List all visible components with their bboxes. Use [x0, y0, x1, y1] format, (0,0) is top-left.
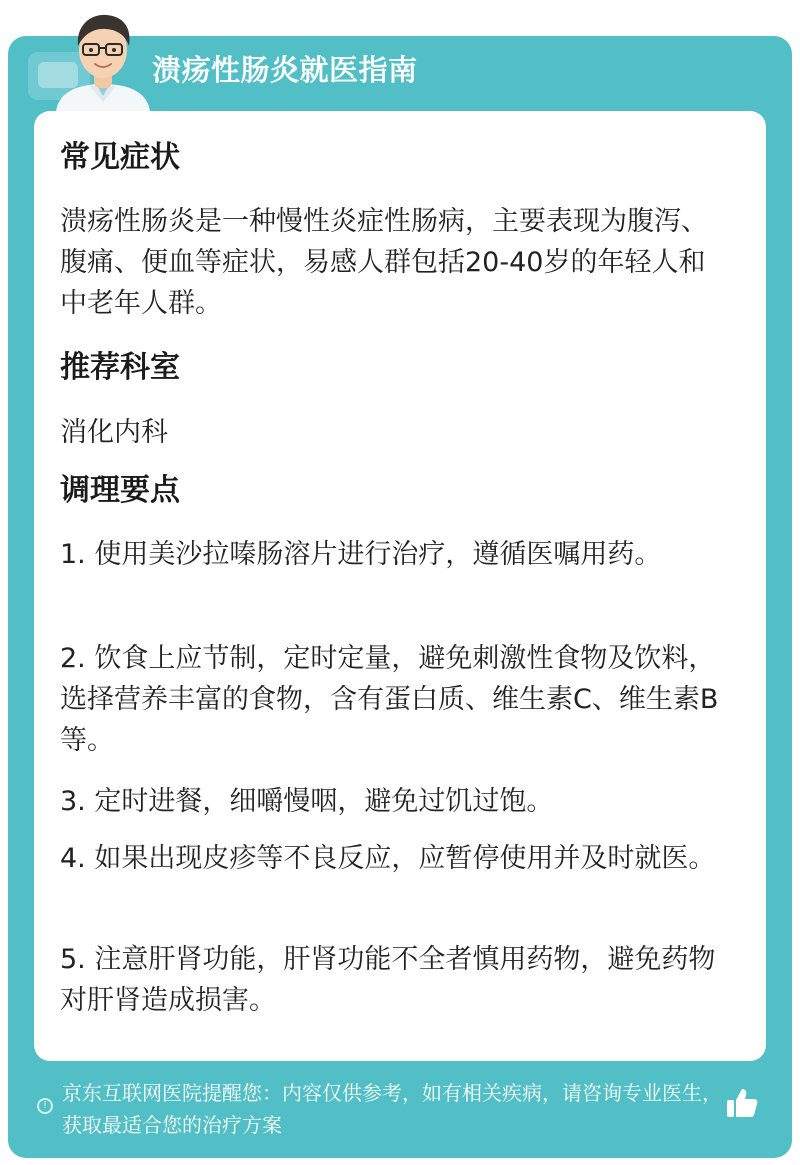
care-tip-item: 2. 饮食上应节制，定时定量，避免刺激性食物及饮料，选择营养丰富的食物，含有蛋白质、维生素C、维生素B等。 — [60, 643, 719, 756]
care-tip-item: 3. 定时进餐，细嚼慢咽，避免过饥过饱。 — [60, 786, 554, 817]
symptoms-text: 溃疡性肠炎是一种慢性炎症性肠病，主要表现为腹泻、腹痛、便血等症状，易感人群包括20-40岁的年轻人和中老年人群。 — [60, 206, 708, 319]
page-title: 溃疡性肠炎就医指南 — [152, 53, 418, 87]
care-tip-item: 1. 使用美沙拉嗪肠溶片进行治疗，遵循医嘱用药。 — [60, 539, 662, 570]
section-heading-department: 推荐科室 — [60, 350, 180, 385]
thumbs-up-icon[interactable] — [724, 1085, 760, 1121]
care-tip-item: 5. 注意肝肾功能，肝肾功能不全者慎用药物，避免药物对肝肾造成损害。 — [60, 944, 716, 1016]
care-tip-item: 4. 如果出现皮疹等不良反应，应暂停使用并及时就医。 — [60, 843, 716, 874]
doctor-avatar — [48, 6, 158, 112]
footer-notice: 京东互联网医院提醒您：内容仅供参考，如有相关疾病，请咨询专业医生，获取最适合您的治疗方案 — [62, 1081, 722, 1137]
content-card — [34, 111, 766, 1061]
section-heading-care-tips: 调理要点 — [60, 473, 180, 508]
section-heading-symptoms: 常见症状 — [60, 140, 180, 175]
info-icon: ! — [37, 1098, 53, 1114]
department-text: 消化内科 — [60, 417, 168, 448]
